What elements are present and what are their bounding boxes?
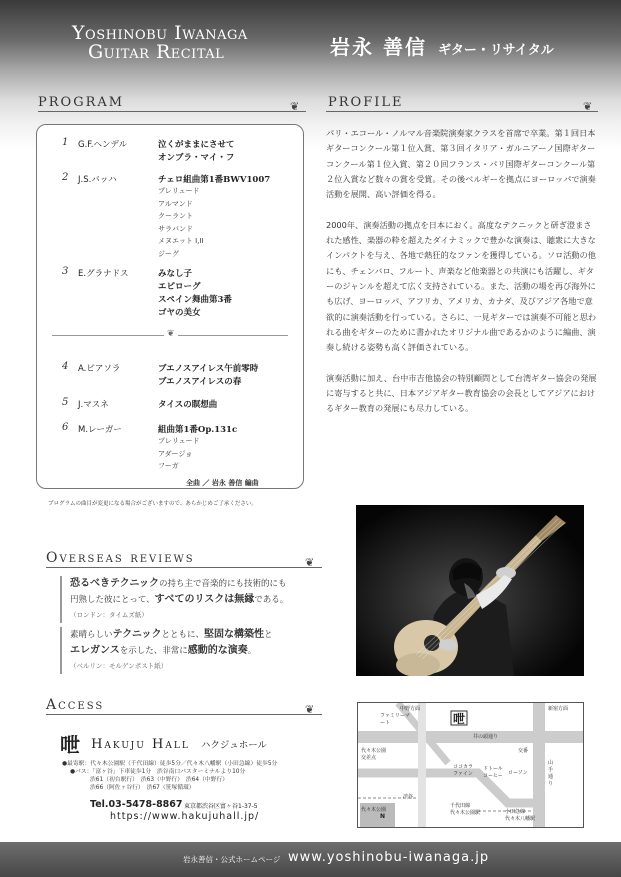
performer-name-ja: 岩永 善信	[330, 35, 427, 59]
program-piece: エピローグ	[158, 282, 201, 292]
review-emphasis: 恐るべきテクニック	[70, 578, 159, 589]
review-emphasis: 感動的な演奏	[187, 645, 248, 656]
map-label-famima: ファミリーマート	[380, 713, 410, 726]
map-label-odakyu: 小田急線	[505, 809, 526, 815]
program-item-number: 1	[62, 137, 69, 148]
arrangement-credit: 全曲 ／ 岩永 善信 編曲	[186, 479, 259, 487]
reviews-heading: Overseas reviews	[46, 550, 195, 566]
review-morgenpost	[60, 627, 322, 674]
map-label-koban: 交番	[518, 748, 529, 754]
map-label-doutor: ドトールコーヒー	[483, 766, 503, 779]
review-text: を示した、非常に	[119, 646, 188, 656]
review-text: と	[264, 630, 273, 640]
program-piece: 組曲第1番Op.131c	[158, 425, 238, 435]
access-line: 渋66（阿佐ヶ谷行） 渋67（笹塚循環）	[90, 785, 195, 791]
program-piece: 泣くがままにさせて	[158, 140, 235, 150]
review-emphasis: エレガンス	[70, 645, 120, 656]
program-item-number: 6	[62, 422, 69, 433]
performer-photo	[356, 505, 584, 676]
program-movement: ジーグ	[158, 249, 179, 258]
program-movement: フーガ	[158, 462, 179, 470]
profile-heading-rule	[326, 111, 598, 112]
guitarist-illustration	[356, 505, 584, 676]
program-ornament-icon: ❦	[290, 100, 300, 113]
hall-logo-icon: 呭	[60, 733, 80, 757]
program-movement: サラバンド	[158, 224, 193, 233]
program-change-note: プログラムの曲目が変更になる場合がございますので、あらかじめご了承ください。	[48, 501, 257, 507]
review-line	[70, 627, 322, 643]
access-ornament-icon: ❦	[305, 703, 315, 716]
title-japanese	[330, 31, 554, 60]
map-label-lawson: ローソン	[508, 770, 528, 776]
map-north-icon: N	[380, 813, 386, 820]
program-composer: M.レーガー	[78, 425, 122, 435]
review-line	[70, 592, 322, 608]
hall-name-ja: ハクジュホール	[200, 740, 268, 751]
access-heading-rule	[46, 714, 322, 715]
reviews-ornament-icon: ❦	[305, 556, 315, 569]
program-composer: G.F.ヘンデル	[78, 140, 128, 150]
program-movement: アルマンド	[158, 199, 193, 208]
map-label-nakano: 中野方面	[400, 706, 421, 712]
program-movement: アダージョ	[158, 449, 193, 458]
access-line: ●最寄駅：代々木公園駅（千代田線）徒歩5分／代々木八幡駅（小田急線）徒歩5分	[62, 761, 278, 767]
map-label-yoyogi-park: 代々木公園	[361, 748, 387, 754]
program-movement: プレリュード	[158, 187, 200, 195]
footer-website-link[interactable]: www.yoshinobu-iwanaga.jp	[288, 850, 490, 865]
program-divider	[52, 329, 288, 339]
program-heading: PROGRAM	[38, 95, 125, 110]
footer-bar	[0, 842, 621, 877]
review-text: とともに、	[161, 630, 205, 640]
profile-ornament-icon: ❦	[583, 100, 593, 113]
program-piece: みなし子	[158, 269, 193, 279]
profile-paragraph: パリ・エコール・ノルマル音楽院演奏家クラスを首席で卒業。第１回日本ギターコンクール第１位入賞、第３回イタリア・ガルニアーノ国際ギターコンクール第１位入賞、第２０回フランス・パリ国際ギターコンクール第２位入賞など数々の賞を受賞。その後ベルギーを拠点にヨーロッパで演奏活動を展開、高い評価を得る。	[326, 128, 596, 200]
map-label-yoyogi-station: 代々木公園駅	[450, 810, 481, 816]
title-en-line2: Guitar Recital	[88, 41, 225, 63]
program-movement: メヌエット I,II	[158, 237, 204, 245]
program-piece: チェロ組曲第1番BWV1007	[158, 175, 271, 185]
hall-name-en: Hakuju Hall	[91, 737, 190, 752]
map-label-coco: ココカラファイン	[453, 764, 474, 777]
review-source: （ロンドン：タイムズ紙）	[70, 611, 148, 619]
review-text: 素晴らしい	[70, 630, 113, 640]
review-emphasis: 堅固な構築性	[204, 629, 265, 640]
review-emphasis: テクニック	[112, 629, 162, 640]
map-label-yamate: 山手通り	[548, 760, 554, 787]
header	[0, 0, 621, 90]
access-directions	[62, 760, 332, 792]
review-times	[60, 576, 322, 623]
divider-ornament-icon: ❦	[164, 329, 178, 339]
program-movement: プレリュード	[158, 437, 200, 445]
map-label-kosaten: 交差点	[361, 755, 377, 761]
map-hall-logo-icon: 呭	[453, 712, 466, 726]
map-label-shibuya: 渋谷	[403, 794, 414, 800]
program-composer: J.S.バッハ	[78, 175, 117, 185]
profile-paragraph: 2000年、演奏活動の拠点を日本におく。高度なテクニックと研ぎ澄まされた感性、楽器の粋を超えたダイナミックで豊かな演奏は、聴衆に大きなインパクトを与え、各地で熱狂的なファンを獲得している。ソロ活動の他にも、チェンバロ、フルート、声楽など他楽器との共演にも活躍し、ギターのジャンルを超えて広く支持されている。また、活動の場を再び海外にも広げ、ヨーロッパ、アフリカ、アメリカ、カナダ、及びアジア各地で意欲的に演奏活動を行っている。さらに、一見ギターでは演奏不可能と思われる曲をギターのために書かれたオリジナル曲であるかのように編曲、演奏し続ける姿勢も高く評価されている。	[326, 219, 597, 353]
program-composer: J.マスネ	[78, 400, 109, 410]
footer-label: 岩永善信・公式ホームページ	[183, 855, 281, 864]
review-text: である。	[254, 595, 289, 605]
program-piece: スペイン舞曲第3番	[158, 295, 232, 305]
hall-logo	[60, 729, 267, 758]
map-label-park-entrance: 代々木公園	[361, 807, 387, 813]
review-text: の持ち主で音楽的にも技術的にも	[159, 579, 287, 589]
title-en-line1: Yoshinobu Iwanaga	[72, 22, 248, 44]
review-line	[70, 576, 322, 592]
program-composer: E.グラナドス	[78, 269, 129, 279]
recital-label-ja: ギター・リサイタル	[438, 43, 554, 58]
access-line: 渋61（初台駅行） 渋63（中野行） 渋64（中野行）	[90, 777, 229, 783]
program-piece: ゴヤの美女	[158, 308, 201, 318]
program-piece: ブエノスアイレスの春	[158, 377, 242, 387]
program-piece: タイスの瞑想曲	[158, 400, 218, 410]
map-label-inokashira: 井の頭通り	[473, 734, 499, 740]
access-map	[357, 702, 584, 828]
program-heading-rule	[38, 111, 306, 112]
map-label-shinjuku: 新宿方面	[548, 706, 569, 712]
program-piece: オンブラ・マイ・フ	[158, 153, 235, 163]
review-text: 円熟した彼にとって、	[70, 595, 155, 605]
program-movement: クーラント	[158, 212, 193, 220]
review-emphasis: すべてのリスクは無縁	[154, 594, 255, 605]
hall-address: 東京都渋谷区富ヶ谷1-37-5	[184, 803, 258, 810]
title-english	[72, 24, 248, 62]
program-item-number: 2	[62, 172, 69, 183]
map-label-chiyoda: 千代田線	[450, 803, 471, 809]
profile-paragraph: 演奏活動に加え、台中市吉他協会の特別顧問として台湾ギター協会の発展に寄与すると共に、日本アジアギター教育協会の会長としてアジアにおけるギター教育の発展にも尽力している。	[326, 372, 597, 414]
hall-url-link[interactable]: https://www.hakujuhall.jp/	[110, 811, 260, 822]
hall-phone: Tel.03-5478-8867	[90, 799, 183, 810]
map-label-hachiman: 代々木八幡駅	[505, 816, 536, 822]
program-piece: ブエノスアイレス午前零時	[158, 364, 259, 374]
program-item-number: 4	[62, 361, 69, 372]
program-item-number: 3	[62, 266, 69, 277]
profile-heading: PROFILE	[328, 95, 404, 110]
reviews-heading-rule	[46, 567, 322, 568]
review-text: 。	[247, 646, 257, 656]
access-line: ●バス：「富ヶ谷」下車徒歩1分 渋谷南口バスターミナルより10分	[70, 769, 246, 775]
review-source: （ベルリン：モルゲンポスト紙）	[70, 662, 168, 670]
program-composer: A.ピアソラ	[78, 364, 121, 374]
access-heading: Access	[46, 697, 105, 713]
review-line	[70, 643, 322, 659]
program-item-number: 5	[62, 397, 69, 408]
profile-text	[326, 126, 598, 432]
